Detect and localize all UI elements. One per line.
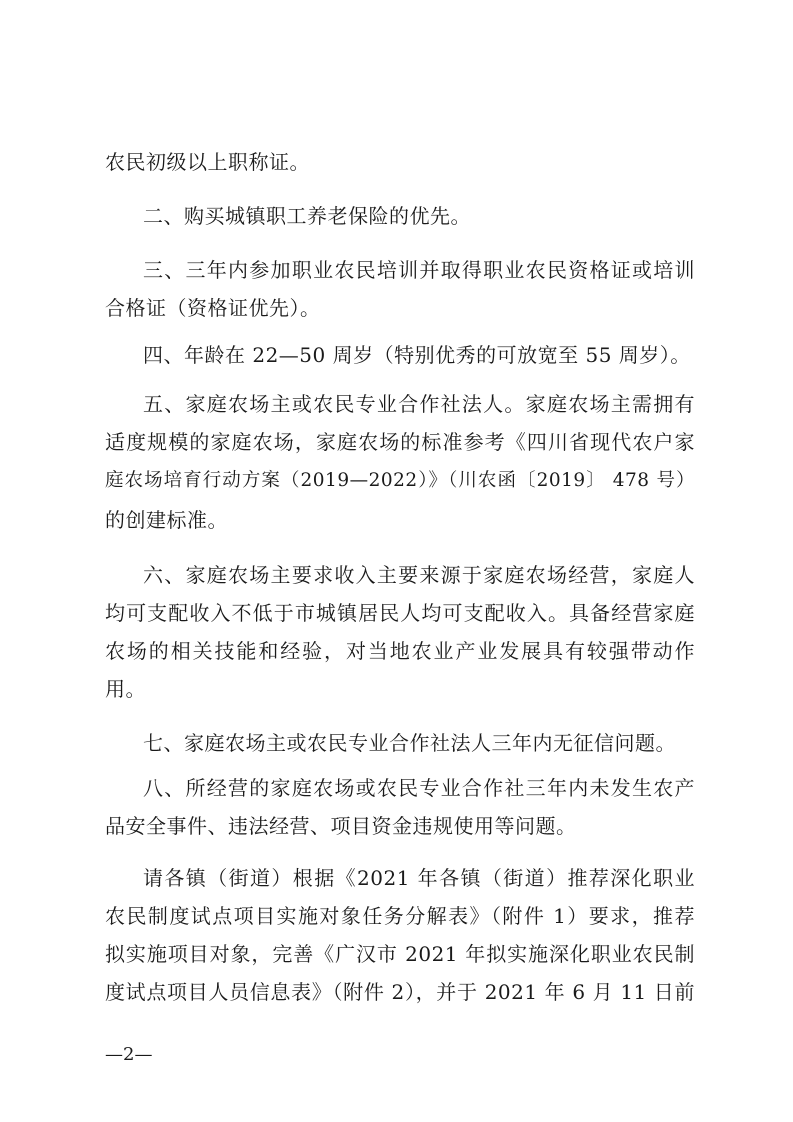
paragraph-line: 二、购买城镇职工养老保险的优先。: [143, 204, 471, 228]
paragraph-line: 八、所经营的家庭农场或农民专业合作社三年内未发生农产: [143, 776, 695, 800]
paragraph-line: 用。: [105, 677, 146, 701]
paragraph-line: 五、家庭农场主或农民专业合作社法人。家庭农场主需拥有: [143, 392, 695, 416]
paragraph-line: 合格证（资格证优先）。: [105, 296, 321, 320]
paragraph-line: 农民制度试点项目实施对象任务分解表》（附件 1）要求，推荐: [105, 904, 695, 928]
paragraph-line: 拟实施项目对象，完善《广汉市 2021 年拟实施深化职业农民制: [105, 942, 695, 966]
paragraph-line: 品安全事件、违法经营、项目资金违规使用等问题。: [105, 814, 577, 838]
paragraph-line: 的创建标准。: [105, 508, 228, 532]
paragraph-line: 均可支配收入不低于市城镇居民人均可支配收入。具备经营家庭: [105, 601, 695, 625]
paragraph-line: 农场的相关技能和经验，对当地农业产业发展具有较强带动作: [105, 639, 695, 663]
paragraph-line: 三、三年内参加职业农民培训并取得职业农民资格证或培训: [143, 258, 695, 282]
page-number: —2—: [105, 1044, 153, 1065]
paragraph-line: 农民初级以上职称证。: [105, 150, 310, 174]
paragraph-line: 六、家庭农场主要求收入主要来源于家庭农场经营，家庭人: [143, 563, 695, 587]
paragraph-line: 适度规模的家庭农场，家庭农场的标准参考《四川省现代农户家: [105, 430, 695, 454]
paragraph-line: 请各镇（街道）根据《2021 年各镇（街道）推荐深化职业: [143, 866, 695, 890]
paragraph-line: 度试点项目人员信息表》（附件 2），并于 2021 年 6 月 11 日前: [105, 980, 695, 1004]
paragraph-line: 七、家庭农场主或农民专业合作社法人三年内无征信问题。: [143, 731, 676, 755]
paragraph-line: 庭农场培育行动方案（2019—2022）》（川农函〔2019〕 478 号）: [105, 470, 695, 491]
paragraph-line: 四、年龄在 22—50 周岁（特别优秀的可放宽至 55 周岁）。: [143, 343, 691, 367]
